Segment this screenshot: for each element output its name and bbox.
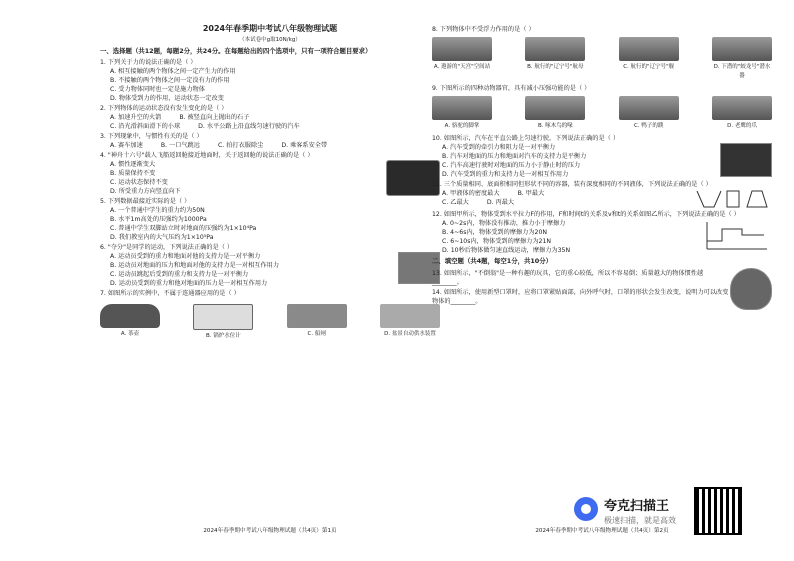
option: C. 沿光滑斜面滑下的小球 [110,123,181,130]
duck-figure: C. 鸭子的蹼 [619,96,679,131]
option: C. 乙最大 [442,199,469,206]
option: B. 4~6s内，物体受到的摩擦力为20N [442,229,548,236]
option: A. 赛车加速 [110,142,143,149]
car-photo [720,143,772,177]
scanner-logo-icon [574,497,598,521]
option: B. 被竖直向上抛出的石子 [179,114,250,121]
eagle-icon [712,96,772,120]
carrier-icon [525,37,585,61]
option: D. 乘客系安全带 [281,142,328,149]
eagle-figure: D. 老鹰的爪 [712,96,772,131]
woodpecker-figure: B. 啄木鸟的喙 [525,96,585,131]
option: A. 运动员受到的重力和地面对他的支持力是一对平衡力 [110,253,261,260]
duck-icon [619,96,679,120]
ship-lock-figure: C. 船闸 [287,304,347,341]
option: A. 甲液体的密度最大 [442,190,500,197]
option: B. 运动员对地面的压力和地面对他的支持力是一对相互作用力 [110,262,280,269]
option: C. 运动员跳起后受到的重力和支持力是一对平衡力 [110,271,249,278]
page-footer: 2024年春季期中考试八年级物理试题（共4页）第1页 [203,528,337,534]
bonsai-figure: D. 盆景自动供水装置 [380,304,440,341]
option: A. 汽车受到的牵引力和阻力是一对平衡力 [442,144,556,151]
exam-note: （本试卷中g取10N/kg） [239,37,301,43]
question: 4. "神舟十六号"载人飞船返回舱接近地面时，关于返回舱的说法正确的是（ ） [100,152,314,159]
option: C. 运动状态保持不变 [110,179,168,186]
woodpecker-icon [525,96,585,120]
question: 13. 如图所示，"不倒翁"是一种有趣的玩具，它的重心较低，所以不容易倒；质量越大的物体惯性越________。 [432,270,704,286]
option: B. 不接触的两个物体之间一定没有力的作用 [110,77,230,84]
option: D. 物体受到力的作用，运动状态一定改变 [110,95,224,102]
page-footer: 2024年春季期中考试八年级物理试题（共4页）第2页 [535,528,669,534]
question: 3. 下列现象中，与惯性有关的是（ ） [100,133,203,140]
boiler-gauge-figure: B. 锅炉水位计 [193,304,253,341]
force-time-graph [702,219,772,253]
option: D. 运动员受到的重力和他对地面的压力是一对相互作用力 [110,280,268,287]
exam-page-left [100,24,440,534]
question: 5. 下列数据最接近实际的是（ ） [100,198,191,205]
question: 1. 下列关于力的说法正确的是（ ） [100,59,197,66]
question: 10. 如图所示，汽车在平直公路上匀速行驶，下列说法正确的是（ ） [432,135,620,142]
ship-icon [619,37,679,61]
option: D. 所受重力方向竖直向下 [110,188,181,195]
option: B. 甲最大 [517,190,545,197]
teapot-icon [100,304,160,328]
option: C. 受力物体同时也一定是施力物体 [110,86,205,93]
scanner-slogan: 极速扫描，就是高效 [604,516,676,525]
section-heading: 二、填空题（共4题，每空1分，共10分） [432,257,553,265]
carrier-figure: B. 航行的"辽宁号"航母 [525,37,585,81]
teapot-figure: A. 茶壶 [100,304,160,341]
question: 8. 下列物体中不受浮力作用的是（ ） [432,26,535,33]
exam-page-right [432,24,772,534]
tumbler-toy-photo [730,268,772,310]
space-station-icon [432,37,492,61]
option: D. 10秒后物体做匀速直线运动，摩擦力为35N [442,247,571,254]
camel-icon [432,96,492,120]
submarine-figure: D. 下潜的"蛟龙号"潜水器 [712,37,772,81]
question: 7. 如图所示的实例中，不属于连通器应用的是（ ） [100,290,240,297]
option: A. 相互接触的两个物体之间一定产生力的作用 [110,68,236,75]
option: C. 汽车高速行驶时对地面的压力小于静止时的压力 [442,162,581,169]
containers-diagram [692,189,772,209]
option: A. 一个普通中学生的重力约为50N [110,207,205,214]
option: B. 汽车对地面的压力和地面对汽车的支持力是平衡力 [442,153,587,160]
option: A. 加速升空的火箭 [110,114,162,121]
section-heading: 一、选择题（共12题，每题2分，共24分。在每题给出的四个选项中，只有一项符合题目要求） [100,47,372,55]
option: B. 一口气跳远 [160,142,200,149]
camel-figure: A. 骆驼的脚掌 [432,96,492,131]
option: D. 汽车受到的重力和支持力是一对相互作用力 [442,171,569,178]
bonsai-icon [380,304,440,328]
question: 6. "夺分"是同学的运动，下列说法正确的是（ ） [100,244,234,251]
option: B. 水平1m高处的压强约为1000Pa [110,216,207,223]
option: B. 质量保持不变 [110,170,156,177]
lock-icon [287,304,347,328]
boiler-icon [193,304,253,330]
option: D. 丙最大 [486,199,515,206]
space-station-figure: A. 遨游的"天宫"空间站 [432,37,492,81]
option: D. 我们教室内的大气压约为1×10⁵Pa [110,234,214,241]
option: A. 惯性逐渐变大 [110,161,156,168]
option: A. 0~2s内，物体没有推动，推力小于摩擦力 [442,220,566,227]
question: 12. 如图甲所示，物体受到水平拉力F的作用，F和时间t的关系及v和t的关系如图乙所示，下列说法正确的是（ ） [432,211,740,218]
question: 9. 下图所示的四种动物器官，具有减小压强功能的是（ ） [432,85,591,92]
exam-title: 2024年春季期中考试八年级物理试题 [202,24,338,33]
scanner-name: 夸克扫描王 [604,499,670,514]
option: C. 拍打衣服除尘 [217,142,264,149]
question: 2. 下列物体的运动状态没有发生变化的是（ ） [100,105,228,112]
option: C. 6~10s内，物体受到的摩擦力为21N [442,238,552,245]
question: 11. 三个质量相同、底面积相同但形状不同的容器，装有深度相同的不同液体，下列说法正确的是（ ） [432,181,712,188]
ship-figure: C. 航行的"辽宁号"舰 [619,37,679,81]
question: 14. 如图所示，使用新型口罩时，应将口罩紧贴面部，向外呼气时，口罩的形状会发生改变，说明力可以改变物体的________。 [432,289,729,305]
option: D. 水平公路上沿直线匀速行驶的汽车 [198,123,300,130]
qr-code-icon [694,487,742,535]
option: C. 普通中学生双脚站立时对地面的压强约为1×10⁴Pa [110,225,257,232]
submarine-icon [712,37,772,61]
